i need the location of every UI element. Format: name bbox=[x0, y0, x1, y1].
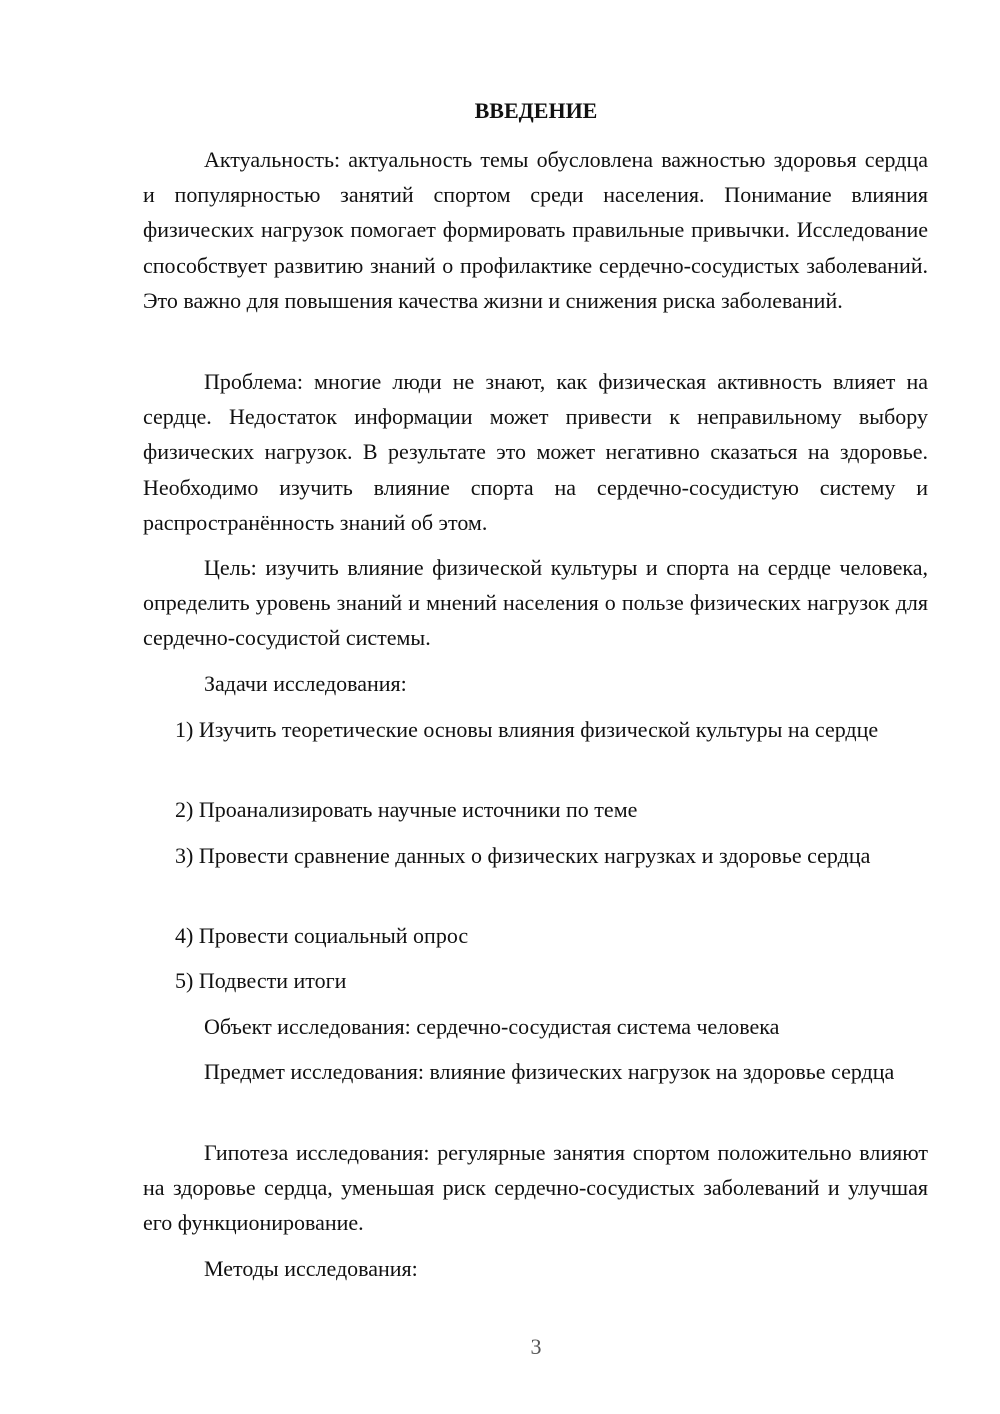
paragraph-relevance: Актуальность: актуальность темы обусловлена важностью здоровья сердца и популярностью занятий спортом среди населения. Понимание влияния физических нагрузок помогает формировать правильные привычки. Исследование способствует развитию знаний о профилактике сердечно-сосудистых заболеваний. Это важно для повышения качества жизни и снижения риска заболеваний. bbox=[143, 147, 928, 313]
paragraph-tasks-heading: Задачи исследования: bbox=[204, 671, 407, 696]
page-number: 3 bbox=[530, 1334, 542, 1359]
task-item-2: 2) Проанализировать научные источники по теме bbox=[175, 797, 638, 822]
page-title: ВВЕДЕНИЕ bbox=[474, 98, 598, 123]
task-item-3: 3) Провести сравнение данных о физических нагрузках и здоровье сердца bbox=[175, 843, 871, 868]
paragraph-problem: Проблема: многие люди не знают, как физическая активность влияет на сердце. Недостаток информации может привести к неправильному выбору физических нагрузок. В результате это может негативно сказаться на здоровье. Необходимо изучить влияние спорта на сердечно-сосудистую систему и распространённость знаний об этом. bbox=[143, 369, 928, 535]
paragraph-hypothesis: Гипотеза исследования: регулярные занятия спортом положительно влияют на здоровье сердца, уменьшая риск сердечно-сосудистых заболеваний и улучшая его функционирование. bbox=[143, 1140, 928, 1236]
task-item-1: 1) Изучить теоретические основы влияния физической культуры на сердце bbox=[175, 717, 879, 742]
paragraph-subject: Предмет исследования: влияние физических нагрузок на здоровье сердца bbox=[204, 1059, 895, 1084]
task-item-4: 4) Провести социальный опрос bbox=[175, 923, 469, 948]
task-item-5: 5) Подвести итоги bbox=[175, 968, 347, 993]
paragraph-goal: Цель: изучить влияние физической культуры и спорта на сердце человека, определить уровень знаний и мнений населения о пользе физических нагрузок для сердечно-сосудистой системы. bbox=[143, 555, 928, 651]
paragraph-object: Объект исследования: сердечно-сосудистая система человека bbox=[204, 1014, 780, 1039]
paragraph-methods: Методы исследования: bbox=[204, 1256, 418, 1281]
